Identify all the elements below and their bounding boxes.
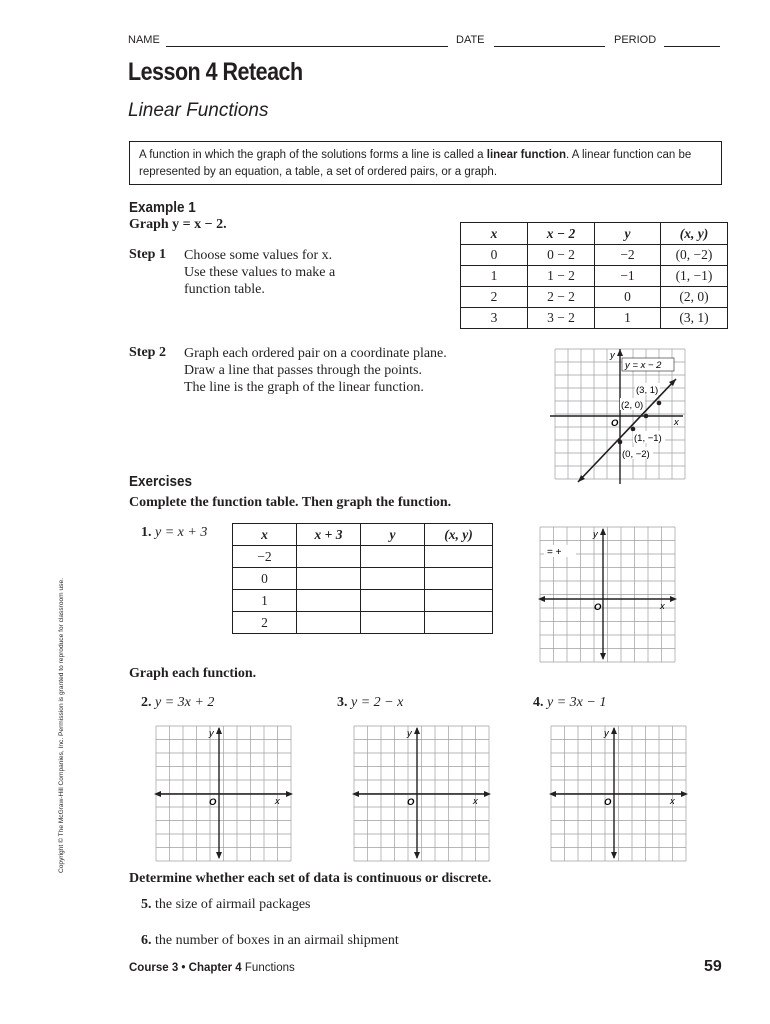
step1-line: Use these values to make a bbox=[184, 265, 336, 280]
exercise-number: 3. bbox=[337, 695, 348, 710]
exercise-1-table bbox=[232, 523, 493, 634]
blank-cell[interactable] bbox=[361, 590, 425, 612]
exercise-3 bbox=[337, 695, 403, 711]
point-label: (3, 1) bbox=[636, 385, 659, 396]
exercise-number: 1. bbox=[141, 525, 152, 540]
step2-line: Draw a line that passes through the points. bbox=[184, 363, 422, 378]
table-cell: 1 bbox=[233, 590, 297, 612]
table-header: x bbox=[233, 524, 297, 546]
exercise-2-graph bbox=[154, 724, 294, 864]
y-axis-label: y bbox=[407, 728, 412, 739]
blank-cell[interactable] bbox=[425, 546, 493, 568]
table-header: (x, y) bbox=[661, 223, 728, 245]
exercise-text: the number of boxes in an airmail shipment bbox=[155, 933, 399, 948]
blank-cell[interactable] bbox=[297, 612, 361, 634]
table-cell: (0, −2) bbox=[661, 245, 728, 266]
table-cell: −2 bbox=[595, 245, 661, 266]
blank-cell[interactable] bbox=[425, 568, 493, 590]
point-label: (0, −2) bbox=[622, 449, 650, 460]
y-arrow-icon bbox=[600, 528, 606, 535]
y-arrow-icon bbox=[414, 727, 420, 734]
exercise-number: 4. bbox=[533, 695, 544, 710]
discrete-heading: Determine whether each set of data is continuous or discrete. bbox=[129, 871, 492, 886]
date-label: DATE bbox=[456, 34, 485, 46]
table-cell: 1 bbox=[461, 266, 528, 287]
y-axis-label: y bbox=[209, 728, 214, 739]
y-arrow-down-icon bbox=[600, 653, 606, 660]
table-cell: 0 bbox=[233, 568, 297, 590]
footer-bullet: • bbox=[181, 962, 186, 974]
x-arrow-left-icon bbox=[352, 791, 359, 797]
footer-course bbox=[129, 962, 295, 974]
blank-cell[interactable] bbox=[297, 590, 361, 612]
x-arrow-left-icon bbox=[549, 791, 556, 797]
blank-cell[interactable] bbox=[425, 590, 493, 612]
step2-label: Step 2 bbox=[129, 345, 166, 360]
table-cell: 2 − 2 bbox=[528, 287, 595, 308]
point bbox=[644, 414, 649, 419]
exercise-equation: y = x + 3 bbox=[155, 525, 208, 540]
x-axis-label: x bbox=[473, 796, 478, 807]
table-header: y bbox=[361, 524, 425, 546]
exercise-number: 2. bbox=[141, 695, 152, 710]
y-axis-label: y bbox=[604, 728, 609, 739]
example-graph bbox=[548, 347, 688, 487]
y-axis-label: y bbox=[593, 529, 598, 540]
table-cell: 2 bbox=[461, 287, 528, 308]
copyright-notice: Copyright © The McGraw-Hill Companies, Inc. Permission is granted to reproduce for classroom use. bbox=[58, 578, 65, 873]
point-label: (1, −1) bbox=[634, 433, 662, 444]
step1-line: function table. bbox=[184, 282, 265, 297]
name-line bbox=[166, 46, 448, 47]
origin-label: O bbox=[209, 797, 217, 808]
table-header: (x, y) bbox=[425, 524, 493, 546]
blank-cell[interactable] bbox=[425, 612, 493, 634]
example-function-table bbox=[460, 222, 728, 329]
exercise-5 bbox=[141, 897, 310, 913]
table-header: x bbox=[461, 223, 528, 245]
exercise-1-graph bbox=[538, 525, 678, 665]
equation-label: y = x − 2 bbox=[625, 360, 662, 371]
y-arrow-icon bbox=[216, 727, 222, 734]
graph-heading: Graph each function. bbox=[129, 666, 257, 681]
exercise-number: 5. bbox=[141, 897, 152, 912]
page-title: Lesson 4 Reteach bbox=[128, 58, 303, 86]
exercise-number: 6. bbox=[141, 933, 152, 948]
exercise-equation: y = 3x + 2 bbox=[155, 695, 215, 710]
graph-equation: = + bbox=[547, 547, 562, 558]
point bbox=[657, 401, 662, 406]
origin-label: O bbox=[594, 602, 602, 613]
definition-text-1: A function in which the graph of the solutions forms a line is called a bbox=[139, 149, 487, 161]
page-subtitle: Linear Functions bbox=[128, 100, 269, 121]
step1-text bbox=[184, 247, 335, 298]
table-cell: 0 bbox=[461, 245, 528, 266]
blank-cell[interactable] bbox=[361, 546, 425, 568]
blank-cell[interactable] bbox=[361, 568, 425, 590]
exercise-1 bbox=[141, 525, 207, 541]
y-arrow-down-icon bbox=[611, 852, 617, 859]
table-cell: 0 bbox=[595, 287, 661, 308]
origin-label: O bbox=[604, 797, 612, 808]
x-arrow-right-icon bbox=[484, 791, 491, 797]
exercise-4 bbox=[533, 695, 606, 711]
x-arrow-right-icon bbox=[286, 791, 293, 797]
origin-label: O bbox=[611, 418, 619, 429]
x-axis-label: x bbox=[660, 601, 665, 612]
table-cell: (2, 0) bbox=[661, 287, 728, 308]
x-arrow-right-icon bbox=[681, 791, 688, 797]
graph-line bbox=[578, 379, 676, 482]
table-header: y bbox=[595, 223, 661, 245]
x-arrow-right-icon bbox=[670, 596, 677, 602]
definition-box bbox=[129, 141, 722, 185]
exercise-4-graph bbox=[549, 724, 689, 864]
step1-label: Step 1 bbox=[129, 247, 166, 262]
exercise-text: the size of airmail packages bbox=[155, 897, 311, 912]
x-axis-label: x bbox=[275, 796, 280, 807]
table-cell: 0 − 2 bbox=[528, 245, 595, 266]
point-label: (2, 0) bbox=[621, 400, 644, 411]
x-axis-label: x bbox=[670, 796, 675, 807]
point bbox=[618, 440, 623, 445]
y-axis-label: y bbox=[610, 350, 615, 361]
table-header: x + 3 bbox=[297, 524, 361, 546]
exercise-equation: y = 3x − 1 bbox=[547, 695, 607, 710]
period-label: PERIOD bbox=[614, 34, 657, 46]
y-arrow-icon bbox=[611, 727, 617, 734]
exercises-instruction: Complete the function table. Then graph the function. bbox=[129, 495, 452, 510]
x-axis-label: x bbox=[674, 417, 679, 428]
table-cell: 2 bbox=[233, 612, 297, 634]
point bbox=[631, 427, 636, 432]
table-cell: −1 bbox=[595, 266, 661, 287]
y-arrow-down-icon bbox=[414, 852, 420, 859]
table-cell: (3, 1) bbox=[661, 308, 728, 329]
origin-label: O bbox=[407, 797, 415, 808]
step2-line: The line is the graph of the linear function. bbox=[184, 380, 424, 395]
name-label: NAME bbox=[128, 34, 160, 46]
table-cell: 3 − 2 bbox=[528, 308, 595, 329]
table-cell: 1 − 2 bbox=[528, 266, 595, 287]
date-line bbox=[494, 46, 605, 47]
step1-line: Choose some values for x. bbox=[184, 248, 333, 263]
exercises-heading: Exercises bbox=[129, 473, 193, 490]
footer-topic: Functions bbox=[244, 962, 295, 974]
blank-cell[interactable] bbox=[361, 612, 425, 634]
blank-cell[interactable] bbox=[297, 568, 361, 590]
example-prompt: Graph y = x − 2. bbox=[129, 217, 227, 232]
exercise-equation: y = 2 − x bbox=[351, 695, 404, 710]
page-number: 59 bbox=[704, 958, 722, 975]
x-arrow-left-icon bbox=[154, 791, 161, 797]
step2-text bbox=[184, 345, 447, 396]
definition-term: linear function bbox=[486, 149, 566, 161]
exercise-3-graph bbox=[352, 724, 492, 864]
footer-chapter: Chapter 4 bbox=[188, 962, 242, 974]
footer-course-name: Course 3 bbox=[129, 962, 179, 974]
period-line bbox=[664, 46, 720, 47]
exercise-2 bbox=[141, 695, 214, 711]
table-cell: 3 bbox=[461, 308, 528, 329]
step2-line: Graph each ordered pair on a coordinate plane. bbox=[184, 346, 447, 361]
example-heading: Example 1 bbox=[129, 199, 196, 216]
y-arrow-down-icon bbox=[216, 852, 222, 859]
table-header: x − 2 bbox=[528, 223, 595, 245]
blank-cell[interactable] bbox=[297, 546, 361, 568]
table-cell: 1 bbox=[595, 308, 661, 329]
table-cell: (1, −1) bbox=[661, 266, 728, 287]
table-cell: −2 bbox=[233, 546, 297, 568]
x-arrow-left-icon bbox=[538, 596, 545, 602]
exercise-6 bbox=[141, 933, 399, 949]
definition-text-2: . A linear function can be represented by an equation, a table, a set of ordered pairs, or a graph. bbox=[139, 149, 692, 178]
y-arrow-icon bbox=[617, 349, 623, 356]
